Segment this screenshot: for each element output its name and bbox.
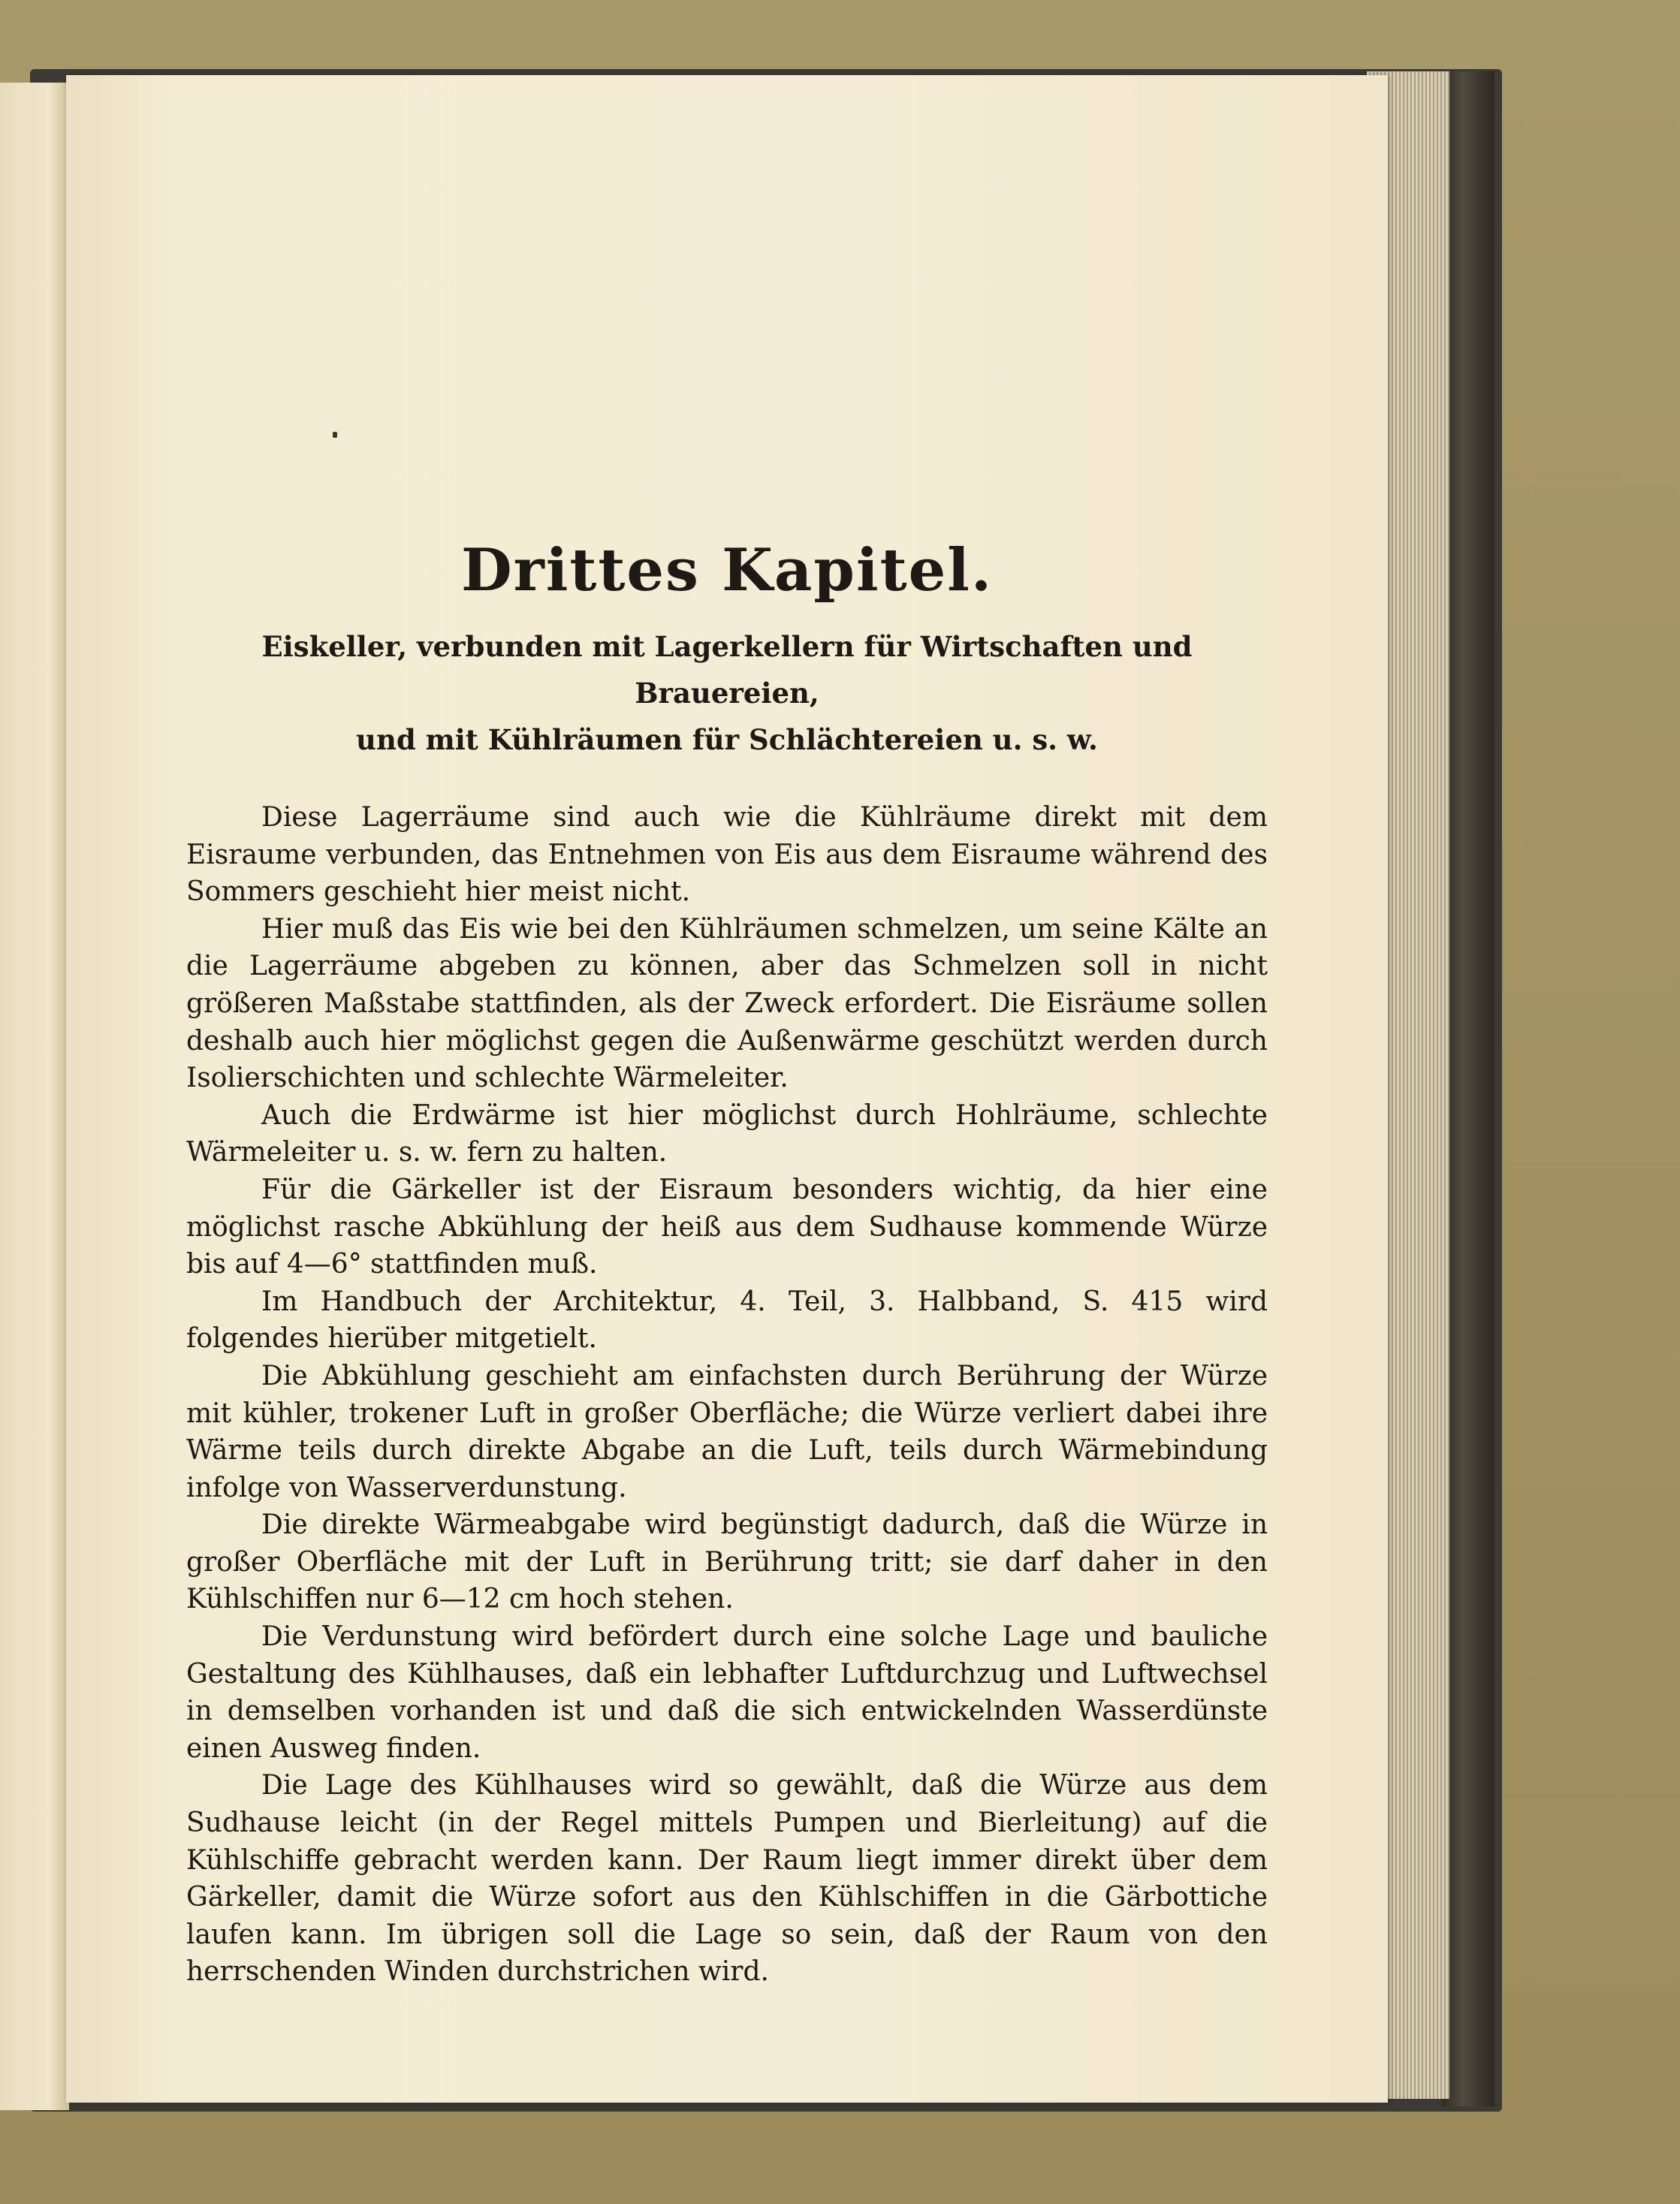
chapter-subtitle <box>186 623 1268 763</box>
chapter-title: Drittes Kapitel. <box>460 536 994 605</box>
paragraph: Die direkte Wärmeabgabe wird begünstigt dadurch, daß die Würze in großer Oberfläche mit der Luft in Berührung tritt; sie darf daher in den Kühlschiffen nur 6—12 cm hoch stehen. <box>186 1509 1268 1615</box>
paragraph: Im Handbuch der Architektur, 4. Teil, 3. Halbband, S. 415 wird folgendes hierüber mitgetielt. <box>186 1286 1268 1355</box>
paragraph: Für die Gärkeller ist der Eisraum besonders wichtig, da hier eine möglichst rasche Abkühlung der heiß aus dem Sudhause kommende Würze bis auf 4—6° stattfinden muß. <box>186 1174 1268 1280</box>
body-text <box>186 799 1268 1991</box>
book-spine <box>1442 71 1495 2106</box>
paragraph: Auch die Erdwärme ist hier möglichst durch Hohlräume, schlechte Wärmeleiter u. s. w. fern zu halten. <box>186 1099 1268 1168</box>
subtitle-line-2: und mit Kühlräumen für Schlächtereien u. s. w. <box>356 723 1098 756</box>
paragraph: Die Lage des Kühlhauses wird so gewählt, daß die Würze aus dem Sudhause leicht (in der Regel mittels Pumpen und Bierleitung) auf die Kühlschiffe gebracht werden kann. Der Raum liegt immer direkt über dem Gärkeller, damit die Würze sofort aus den Kühlschiffen in die Gärbottiche laufen kann. Im übrigen soll die Lage so sein, daß der Raum von den herrschenden Winden durchstrichen wird. <box>186 1770 1268 1988</box>
paragraph: Hier muß das Eis wie bei den Kühlräumen schmelzen, um seine Kälte an die Lagerräume abgeben zu können, aber das Schmelzen soll in nicht größeren Maßstabe stattfinden, als der Zweck erfordert. Die Eisräume sollen deshalb auch hier möglichst gegen die Außenwärme geschützt werden durch Isolierschichten und schlechte Wärmeleiter. <box>186 913 1268 1094</box>
paragraph: Die Verdunstung wird befördert durch eine solche Lage und bauliche Gestaltung des Kühlhauses, daß ein lebhafter Luftdurchzug und Luftwechsel in demselben vorhanden ist und daß die sich entwickelnden Wasserdünste einen Ausweg finden. <box>186 1621 1268 1764</box>
paragraph: Diese Lagerräume sind auch wie die Kühlräume direkt mit dem Eisraume verbunden, das Entnehmen von Eis aus dem Eisraume während des Sommers geschieht hier meist nicht. <box>186 802 1268 908</box>
paragraph: Die Abkühlung geschieht am einfachsten durch Berührung der Würze mit kühler, trokener Luft in großer Oberfläche; die Würze verliert dabei ihre Wärme teils durch direkte Abgabe an die Luft, teils durch Wärmebindung infolge von Wasserverdunstung. <box>186 1360 1268 1503</box>
subtitle-line-1: Eiskeller, verbunden mit Lagerkellern für Wirtschaften und Brauereien, <box>261 630 1193 710</box>
ink-speck <box>333 432 337 438</box>
left-page-edge <box>0 83 74 2110</box>
book-page <box>66 75 1388 2103</box>
page-content <box>186 533 1268 1991</box>
